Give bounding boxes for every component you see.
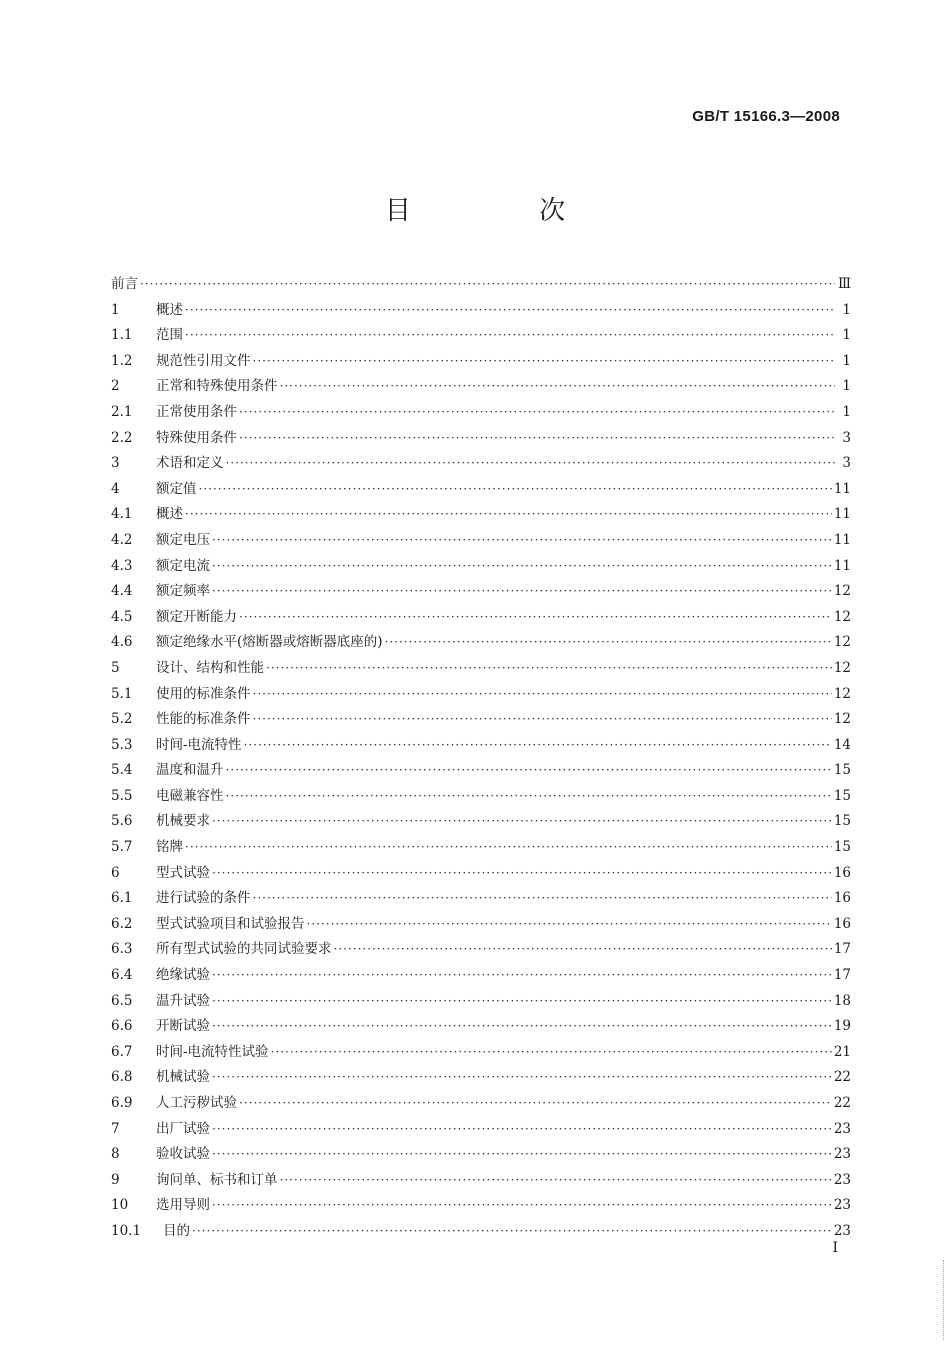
toc-entry[interactable] <box>111 963 851 989</box>
toc-entry-number: 6 <box>111 864 120 881</box>
toc-entry-page: 17 <box>833 967 851 984</box>
toc-leader-dots <box>212 1070 832 1084</box>
toc-entry[interactable] <box>111 1219 851 1245</box>
toc-entry-label: 前言 <box>111 276 138 292</box>
table-of-contents <box>111 272 851 1245</box>
toc-leader-dots <box>239 405 835 419</box>
toc-leader-dots <box>212 994 832 1008</box>
toc-entry[interactable] <box>111 784 851 810</box>
toc-leader-dots <box>212 866 832 880</box>
toc-entry-page: 1 <box>842 378 851 395</box>
toc-entry-page: 18 <box>833 992 851 1009</box>
toc-entry-label: 开断试验 <box>156 1018 210 1035</box>
toc-leader-dots <box>212 968 832 982</box>
toc-entry-number: 3 <box>111 455 120 472</box>
standard-code: GB/T 15166.3—2008 <box>692 108 840 125</box>
toc-leader-dots <box>280 1173 832 1187</box>
toc-entry-page: 12 <box>833 583 851 600</box>
toc-entry[interactable] <box>111 1168 851 1194</box>
toc-entry-label: 时间-电流特性 <box>156 736 242 753</box>
toc-leader-dots <box>212 559 832 573</box>
toc-entry-page: 14 <box>833 736 851 753</box>
toc-entry-label: 询问单、标书和订单 <box>156 1171 278 1188</box>
toc-entry-number: 10 <box>111 1197 129 1214</box>
toc-entry[interactable] <box>111 912 851 938</box>
toc-entry[interactable] <box>111 349 851 375</box>
toc-leader-dots <box>212 1019 832 1033</box>
toc-entry-page: 12 <box>833 634 851 651</box>
toc-entry-label: 型式试验 <box>156 864 210 881</box>
toc-entry[interactable] <box>111 298 851 324</box>
toc-entry-label: 特殊使用条件 <box>156 429 237 446</box>
toc-entry-page: 1 <box>842 352 851 369</box>
toc-entry-page: 12 <box>833 659 851 676</box>
toc-entry-number: 4.4 <box>111 583 133 600</box>
toc-entry-number: 5.5 <box>111 787 133 804</box>
toc-entry[interactable] <box>111 1065 851 1091</box>
toc-entry-number: 1 <box>111 301 120 318</box>
toc-leader-dots <box>239 1096 832 1110</box>
toc-entry[interactable] <box>111 1014 851 1040</box>
toc-entry-label: 额定电压 <box>156 531 210 548</box>
toc-leader-dots <box>140 277 835 291</box>
toc-entry-label: 进行试验的条件 <box>156 890 251 907</box>
toc-leader-dots <box>280 379 836 393</box>
toc-leader-dots <box>226 763 832 777</box>
toc-entry-number: 6.7 <box>111 1043 133 1060</box>
toc-entry-page: 3 <box>842 429 851 446</box>
toc-entry-label: 电磁兼容性 <box>156 787 224 804</box>
toc-entry-number: 5.3 <box>111 736 133 753</box>
toc-entry-page: 23 <box>833 1171 851 1188</box>
toc-leader-dots <box>199 482 832 496</box>
toc-entry-label: 设计、结构和性能 <box>156 659 264 676</box>
toc-entry-label: 范围 <box>156 327 183 344</box>
toc-entry-page: 15 <box>833 839 851 856</box>
toc-leader-dots <box>226 789 832 803</box>
toc-entry-page: 1 <box>842 301 851 318</box>
toc-leader-dots <box>334 942 832 956</box>
toc-entry-label: 型式试验项目和试验报告 <box>156 915 305 932</box>
toc-entry-page: 1 <box>842 327 851 344</box>
toc-leader-dots <box>307 917 832 931</box>
toc-entry[interactable] <box>111 1040 851 1066</box>
toc-leader-dots <box>226 456 836 470</box>
toc-entry-page: 21 <box>833 1043 851 1060</box>
toc-entry-label: 额定开断能力 <box>156 608 237 625</box>
toc-entry-label: 额定绝缘水平(熔断器或熔断器底座的) <box>156 634 383 651</box>
toc-entry-page: 16 <box>833 890 851 907</box>
toc-leader-dots <box>253 687 832 701</box>
toc-entry-number: 6.5 <box>111 992 133 1009</box>
toc-entry[interactable] <box>111 502 851 528</box>
toc-leader-dots <box>253 712 832 726</box>
toc-entry-page: 11 <box>833 557 851 574</box>
toc-entry-number: 6.3 <box>111 941 133 958</box>
toc-entry[interactable] <box>111 630 851 656</box>
toc-entry-page: 23 <box>833 1197 851 1214</box>
toc-leader-dots <box>185 328 835 342</box>
toc-entry-number: 6.9 <box>111 1095 133 1111</box>
toc-entry-number: 6.4 <box>111 967 133 984</box>
toc-entry[interactable] <box>111 554 851 580</box>
toc-leader-dots <box>212 1147 832 1161</box>
toc-entry-number: 7 <box>111 1120 120 1137</box>
toc-entry-label: 正常和特殊使用条件 <box>156 378 278 395</box>
toc-leader-dots <box>385 635 832 649</box>
toc-entry-page: 11 <box>833 506 851 523</box>
toc-leader-dots <box>239 610 832 624</box>
toc-entry-page: 3 <box>842 455 851 472</box>
toc-entry-number: 4 <box>111 480 120 497</box>
toc-entry-number: 5.2 <box>111 711 133 728</box>
toc-entry-number: 5.1 <box>111 685 133 702</box>
toc-entry-number: 4.5 <box>111 608 133 625</box>
toc-entry-number: 2 <box>111 378 120 395</box>
toc-entry-label: 铭牌 <box>156 839 183 856</box>
toc-entry-page: 23 <box>833 1146 851 1163</box>
toc-entry-label: 规范性引用文件 <box>156 352 251 369</box>
toc-entry-label: 正常使用条件 <box>156 403 237 420</box>
toc-entry-label: 人工污秽试验 <box>156 1095 237 1111</box>
toc-entry[interactable] <box>111 1193 851 1219</box>
toc-entry-page: 12 <box>833 685 851 702</box>
toc-leader-dots <box>212 1122 832 1136</box>
toc-entry-page: 16 <box>833 864 851 881</box>
toc-entry[interactable] <box>111 707 851 733</box>
toc-leader-dots <box>253 891 832 905</box>
toc-leader-dots <box>185 507 832 521</box>
toc-entry-label: 温升试验 <box>156 992 210 1009</box>
toc-entry-number: 4.6 <box>111 634 133 651</box>
toc-entry-label: 选用导则 <box>156 1197 210 1214</box>
toc-entry[interactable] <box>111 400 851 426</box>
toc-entry-label: 出厂试验 <box>156 1120 210 1137</box>
toc-entry[interactable] <box>111 835 851 861</box>
toc-entry-label: 性能的标准条件 <box>156 711 251 728</box>
toc-entry-label: 目的 <box>163 1222 190 1239</box>
toc-entry-label: 额定值 <box>156 480 197 497</box>
toc-leader-dots <box>212 533 832 547</box>
toc-entry-page: 19 <box>833 1018 851 1035</box>
toc-entry-number: 4.3 <box>111 557 133 574</box>
toc-entry-number: 5.7 <box>111 839 133 856</box>
page-number: I <box>832 1240 838 1256</box>
toc-entry-number: 6.1 <box>111 890 133 907</box>
toc-entry-number: 2.2 <box>111 429 133 446</box>
toc-leader-dots <box>271 1045 832 1059</box>
toc-leader-dots <box>185 303 835 317</box>
toc-entry[interactable] <box>111 579 851 605</box>
toc-entry-page: 12 <box>833 608 851 625</box>
toc-entry-label: 验收试验 <box>156 1146 210 1163</box>
toc-entry[interactable] <box>111 272 851 298</box>
toc-entry[interactable] <box>111 374 851 400</box>
toc-entry-number: 6.6 <box>111 1018 133 1035</box>
toc-entry-number: 4.2 <box>111 531 133 548</box>
toc-leader-dots <box>244 738 832 752</box>
toc-entry-label: 概述 <box>156 506 183 523</box>
toc-leader-dots <box>253 354 836 368</box>
toc-entry[interactable] <box>111 861 851 887</box>
toc-entry-page: 17 <box>833 941 851 958</box>
toc-entry-label: 机械要求 <box>156 813 210 830</box>
toc-entry-number: 5.4 <box>111 762 133 779</box>
toc-entry[interactable] <box>111 758 851 784</box>
toc-entry-page: 11 <box>833 480 851 497</box>
toc-entry-page: 16 <box>833 915 851 932</box>
toc-entry[interactable] <box>111 1091 851 1117</box>
toc-entry[interactable] <box>111 733 851 759</box>
toc-leader-dots <box>212 1198 832 1212</box>
toc-entry-label: 术语和定义 <box>156 455 224 472</box>
toc-entry[interactable] <box>111 656 851 682</box>
toc-entry[interactable] <box>111 477 851 503</box>
page-title: 目 次 <box>384 196 626 226</box>
toc-entry[interactable] <box>111 886 851 912</box>
toc-entry[interactable] <box>111 1142 851 1168</box>
toc-entry-number: 9 <box>111 1171 120 1188</box>
toc-entry-label: 机械试验 <box>156 1069 210 1086</box>
toc-entry[interactable] <box>111 937 851 963</box>
toc-entry-number: 6.8 <box>111 1069 133 1086</box>
toc-entry-label: 使用的标准条件 <box>156 685 251 702</box>
toc-entry-page: 12 <box>833 711 851 728</box>
toc-entry-label: 额定电流 <box>156 557 210 574</box>
toc-entry-page: 11 <box>833 531 851 548</box>
toc-entry-number: 1.1 <box>111 327 133 344</box>
toc-leader-dots <box>192 1224 832 1238</box>
toc-entry-page: 15 <box>833 762 851 779</box>
toc-entry-number: 2.1 <box>111 403 133 420</box>
toc-entry-label: 所有型式试验的共同试验要求 <box>156 941 332 958</box>
toc-entry-page: 22 <box>833 1095 851 1111</box>
toc-leader-dots <box>266 661 832 675</box>
toc-entry-number: 6.2 <box>111 915 133 932</box>
toc-entry-number: 5 <box>111 659 120 676</box>
toc-entry-label: 时间-电流特性试验 <box>156 1043 269 1060</box>
toc-entry-label: 概述 <box>156 301 183 318</box>
toc-entry-page: 23 <box>833 1120 851 1137</box>
toc-entry-number: 4.1 <box>111 506 133 523</box>
toc-entry-label: 额定频率 <box>156 583 210 600</box>
toc-entry-page: 15 <box>833 813 851 830</box>
toc-entry[interactable] <box>111 1117 851 1143</box>
toc-entry-number: 8 <box>111 1146 120 1163</box>
toc-entry-page: Ⅲ <box>837 276 851 292</box>
toc-leader-dots <box>185 840 832 854</box>
toc-entry-page: 15 <box>833 787 851 804</box>
toc-entry-label: 温度和温升 <box>156 762 224 779</box>
toc-entry[interactable] <box>111 426 851 452</box>
toc-entry[interactable] <box>111 989 851 1015</box>
toc-entry[interactable] <box>111 323 851 349</box>
toc-leader-dots <box>239 431 835 445</box>
toc-entry-page: 23 <box>833 1222 851 1239</box>
toc-entry-page: 1 <box>842 403 851 420</box>
toc-entry-number: 10.1 <box>111 1222 142 1239</box>
toc-entry[interactable] <box>111 809 851 835</box>
toc-entry-number: 1.2 <box>111 352 133 369</box>
toc-leader-dots <box>212 814 832 828</box>
toc-entry[interactable] <box>111 451 851 477</box>
toc-entry-number: 5.6 <box>111 813 133 830</box>
toc-entry-label: 绝缘试验 <box>156 967 210 984</box>
toc-entry[interactable] <box>111 682 851 708</box>
scan-margin-mark <box>941 1260 944 1340</box>
toc-entry-page: 22 <box>833 1069 851 1086</box>
toc-entry[interactable] <box>111 605 851 631</box>
toc-leader-dots <box>212 584 832 598</box>
toc-entry[interactable] <box>111 528 851 554</box>
